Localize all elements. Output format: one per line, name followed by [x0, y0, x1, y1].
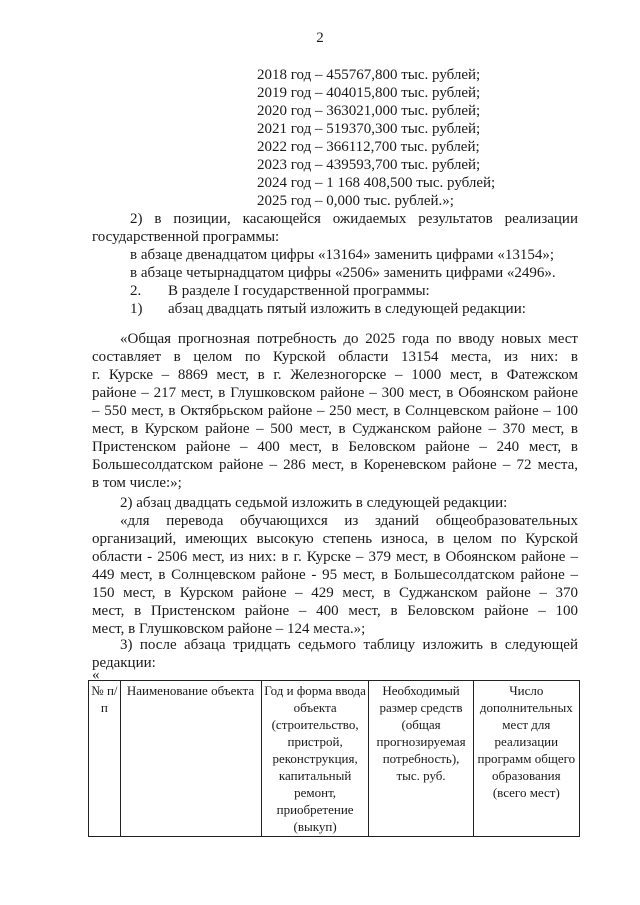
subitem3-line1: 3) после абзаца тридцать седьмого таблицу изложить в следующей: [120, 637, 578, 653]
text-line: составляет в целом по Курской области 13154 места, из них: в: [92, 349, 578, 365]
table-header-row: [89, 681, 580, 837]
table-open-quote: «: [92, 667, 100, 683]
text-line: мест, в Глушковском районе – 124 места.»;: [92, 621, 366, 637]
year-line: 2018 год – 455767,800 тыс. рублей;: [257, 67, 481, 83]
year-line: 2023 год – 439593,700 тыс. рублей;: [257, 157, 481, 173]
text-line: районе – 217 мест, в Глушковском районе – 300 мест, в Обоянском районе: [92, 385, 578, 401]
item2-line3: в абзаце двенадцатом цифры «13164» заменить цифрами «13154»;: [130, 247, 555, 263]
subitem1-text: абзац двадцать пятый изложить в следующей редакции:: [168, 301, 526, 317]
section2-heading: В разделе I государственной программы:: [168, 283, 430, 299]
text-line: 150 мест, в Курском районе – 429 мест, в Суджанском районе – 370: [92, 585, 578, 601]
year-line: 2020 год – 363021,000 тыс. рублей;: [257, 103, 481, 119]
text-line: 449 мест, в Солнцевском районе - 95 мест, в Большесолдатском районе –: [92, 567, 578, 583]
item2-line1: 2) в позиции, касающейся ожидаемых результатов реализации: [130, 211, 578, 227]
item2-line4: в абзаце четырнадцатом цифры «2506» заменить цифрами «2496».: [130, 265, 556, 281]
text-line: Большесолдатском районе – 286 мест, в Кореневском районе – 72 места,: [92, 457, 578, 473]
header-required-funds: Необходимый размер средств (общая прогнозируемая потребность), тыс. руб.: [369, 681, 473, 837]
text-line: мест, в Пристенском районе – 400 мест, в Беловском районе – 100: [92, 603, 578, 619]
subitem1-number: 1): [130, 301, 143, 317]
subitem3-line2: редакции:: [92, 655, 156, 671]
subitem2-text: 2) абзац двадцать седьмой изложить в следующей редакции:: [120, 495, 508, 511]
year-line: 2021 год – 519370,300 тыс. рублей;: [257, 121, 481, 137]
text-line: Пристенском районе – 400 мест, в Беловском районе – 240 мест, в: [92, 439, 578, 455]
text-line: «для перевода обучающихся из зданий общеобразовательных: [120, 513, 578, 529]
year-line: 2024 год – 1 168 408,500 тыс. рублей;: [257, 175, 496, 191]
text-line: мест, в Курском районе – 500 мест, в Суджанском районе – 370 мест, в: [92, 421, 578, 437]
page-number: 2: [316, 30, 324, 46]
text-line: организаций, имеющих высокую степень износа, в целом по Курской: [92, 531, 578, 547]
year-line: 2025 год – 0,000 тыс. рублей.»;: [257, 193, 454, 209]
header-number: № п/п: [89, 681, 121, 837]
quote-paragraph-27: [92, 512, 578, 638]
quote-paragraph-25: [92, 330, 578, 492]
header-object-name: Наименование объекта: [120, 681, 261, 837]
header-additional-places: Число дополнительных мест для реализации программ общего образования (всего мест): [473, 681, 579, 837]
funding-by-year-list: [257, 66, 587, 210]
text-line: – 550 мест, в Октябрьском районе – 250 мест, в Солнцевском районе – 100: [92, 403, 578, 419]
text-line: области - 2506 мест, из них: в г. Курске – 379 мест, в Обоянском районе –: [92, 549, 578, 565]
year-line: 2019 год – 404015,800 тыс. рублей;: [257, 85, 481, 101]
projects-table: [88, 680, 580, 837]
section2-number: 2.: [130, 283, 142, 299]
header-year-and-form: Год и форма ввода объекта (строительство, пристрой, реконструкция, капитальный ремонт, приобретение (выкуп): [261, 681, 369, 837]
text-line: «Общая прогнозная потребность до 2025 года по вводу новых мест: [120, 331, 578, 347]
item2-line2: государственной программы:: [92, 229, 280, 245]
year-line: 2022 год – 366112,700 тыс. рублей;: [257, 139, 480, 155]
text-line: в том числе:»;: [92, 475, 182, 491]
text-line: г. Курске – 8869 мест, в г. Железногорске – 1000 мест, в Фатежском: [92, 367, 578, 383]
